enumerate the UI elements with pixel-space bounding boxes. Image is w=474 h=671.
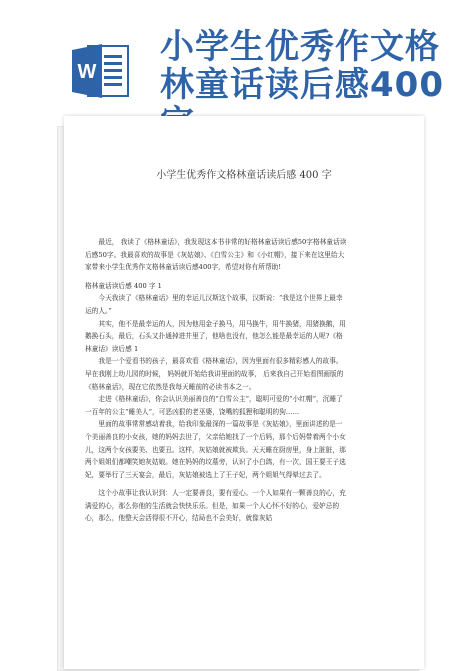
paragraph: 最近， 我读了《格林童话》，我发现这本书非常的好格林童话读后感50字格林童话读后感50字。我最喜欢的故事是《灰姑娘》、《白雪公主》和《小红帽》，接下来在这里给大家带来小学生优秀作文格林童话读后感400字，希望对你有所帮助! <box>85 238 347 272</box>
document-body <box>85 236 347 525</box>
section-heading: 格林童话读后感 400 字 1 <box>85 281 162 290</box>
paragraph: 里面的故事常常感动着我，给我印象最深的一篇故事是《灰姑娘》，里面讲述的是一个美丽善良的小女孩，她的妈妈去世了，父亲给她找了一个后妈，那个后妈带着两个小女儿，这两个女孩要美、也要丑。这样，灰姑娘就被欺负。天天睡在厨房里，身上脏脏，那两个姐姐们都嘲笑她灰姑娘。她在妈妈的坟墓旁，认识了小白鸽，有一次，国王要王子选妃，要举行了三天宴会，最后，灰姑娘被选上了王子妃，两个姐姐气得晕过去了。 <box>85 420 346 479</box>
paragraph: 其实，他不是最幸运的人，因为他用金子换马，用马换牛，用牛换猪，用猪换鹅，用鹅换石头，最后，石头又扑通掉进井里了，他啥也没有，他怎么能是最幸运的人呢?《格林童话》读后感 1 <box>85 319 346 353</box>
banner-title: 小学生优秀作文格林童话读后感400 <box>160 27 444 105</box>
word-logo-letter: W <box>77 61 97 83</box>
document-title: 小学生优秀作文格林童话读后感 400 字 <box>156 170 332 181</box>
paragraph: 我是一个爱看书的孩子，最喜欢看《格林童话》，因为里面有很多精彩感人的故事。早在我刚上幼儿园的时候， 妈妈就开始给我讲里面的故事， 后来我自己开始看图画版的《格林童话》，现在它依然是我每天睡前的必读书本之一。 <box>85 357 344 391</box>
paragraph: 走进《格林童话》，你会认识美丽善良的“白雪公主”，聪明可爱的“小红帽”，沉睡了一百年的公主“睡美人”，可恶凶狠的老巫婆，饶嘴的狐狸和聪明的狗…… <box>85 395 343 416</box>
paragraph: 这个小故事让我认识到：人一定要善良，要有爱心。一个人如果有一颗善良的心，充满爱的心，那么你他的生活就会快快乐乐。但是，如果一个人心怀不好的心，爱妒忌的心，那么，他整天会活得很不开心，结局也不会美好，就像灰姑 <box>85 489 346 523</box>
banner <box>0 0 474 112</box>
paragraph: 今天我读了《格林童话》里的幸运儿汉斯这个故事，汉斯说：“我是这个世界上最幸运的人。” <box>85 294 343 315</box>
word-document-icon <box>70 40 132 102</box>
